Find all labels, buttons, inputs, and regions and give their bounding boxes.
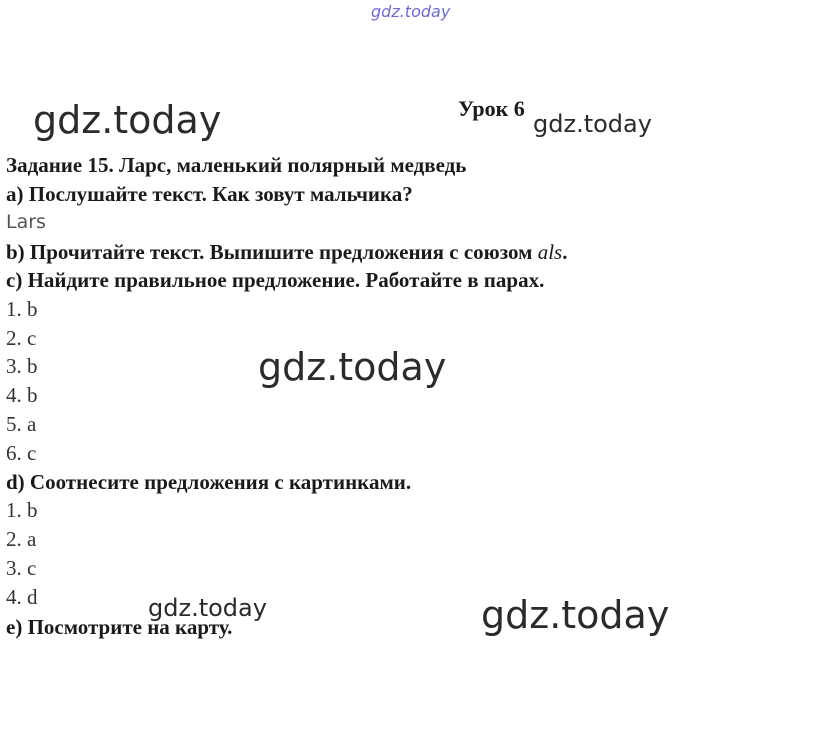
watermark-header-right: gdz.today bbox=[533, 110, 652, 138]
section-b-question bbox=[6, 242, 567, 263]
section-a-question: a) Послушайте текст. Как зовут мальчика? bbox=[6, 182, 413, 206]
section-e-question: e) Посмотрите на карту. bbox=[6, 615, 233, 639]
section-b-question-main: b) Прочитайте текст. Выпишите предложения с союзом bbox=[6, 240, 538, 264]
section-d-answer-4: 4. d bbox=[6, 585, 38, 609]
watermark-top: gdz.today bbox=[371, 2, 451, 21]
section-c-answer-2: 2. c bbox=[6, 326, 37, 350]
section-d-answer-2: 2. a bbox=[6, 527, 37, 551]
section-c-answer-1: 1. b bbox=[6, 297, 38, 321]
watermark-left: gdz.today bbox=[33, 98, 222, 142]
task-title: Задание 15. Ларс, маленький полярный медведь bbox=[6, 153, 467, 177]
section-b-question-italic: als bbox=[537, 240, 563, 264]
section-d-question: d) Соотнесите предложения с картинками. bbox=[6, 470, 412, 494]
watermark-center: gdz.today bbox=[258, 345, 447, 389]
section-a-answer: Lars bbox=[6, 211, 46, 233]
section-d-answer-1: 1. b bbox=[6, 498, 38, 522]
lesson-title: Урок 6 bbox=[458, 96, 525, 121]
section-c-answer-4: 4. b bbox=[6, 383, 38, 407]
watermark-bottom-right: gdz.today bbox=[481, 593, 670, 637]
section-c-answer-3: 3. b bbox=[6, 354, 38, 378]
watermark-bottom-left: gdz.today bbox=[148, 594, 267, 622]
section-c-question: c) Найдите правильное предложение. Работайте в парах. bbox=[6, 268, 545, 292]
section-c-answer-5: 5. a bbox=[6, 412, 37, 436]
section-d-answer-3: 3. c bbox=[6, 556, 37, 580]
section-b-question-end: . bbox=[562, 240, 568, 264]
section-c-answer-6: 6. c bbox=[6, 441, 37, 465]
